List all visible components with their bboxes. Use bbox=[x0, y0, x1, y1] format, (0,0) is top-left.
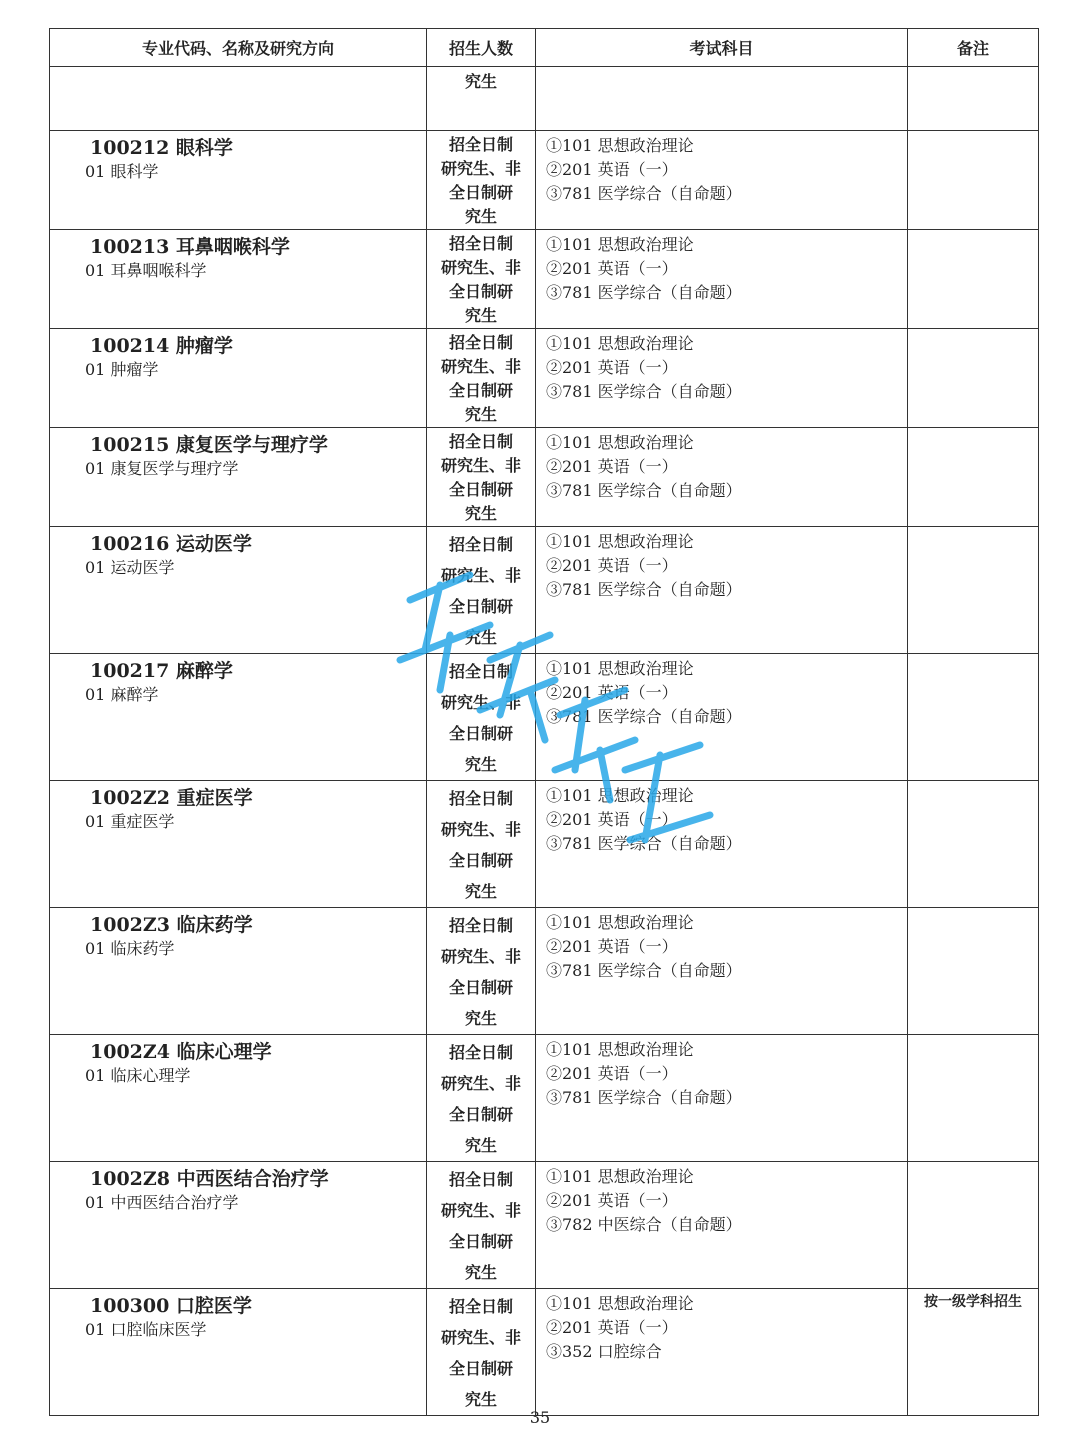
quota-cell bbox=[427, 428, 536, 527]
quota-line: 究生 bbox=[464, 1136, 497, 1155]
exam-subject: ②201 英语（一） bbox=[546, 683, 678, 702]
quota-cell bbox=[427, 329, 536, 428]
table-row bbox=[50, 654, 1039, 781]
quota-cell bbox=[427, 908, 536, 1035]
research-direction: 01 重症医学 bbox=[85, 812, 175, 831]
exam-subject: ②201 英语（一） bbox=[546, 1064, 678, 1083]
exam-cell bbox=[536, 1289, 908, 1416]
research-direction: 01 肿瘤学 bbox=[85, 360, 159, 379]
research-direction: 01 临床心理学 bbox=[85, 1066, 191, 1085]
quota-line: 究生 bbox=[464, 504, 497, 523]
major-code-name: 100215 康复医学与理疗学 bbox=[90, 434, 328, 456]
quota-line: 研究生、非 bbox=[440, 456, 521, 475]
exam-subject: ①101 思想政治理论 bbox=[546, 334, 694, 353]
quota-line: 研究生、非 bbox=[440, 1201, 521, 1220]
table-row bbox=[50, 230, 1039, 329]
major-cell bbox=[50, 781, 427, 908]
note-cell bbox=[908, 230, 1039, 329]
quota-line: 究生 bbox=[464, 882, 497, 901]
quota-line: 研究生、非 bbox=[440, 566, 521, 585]
quota-line: 招全日制 bbox=[448, 234, 513, 253]
exam-subject: ③782 中医综合（自命题） bbox=[546, 1215, 742, 1234]
exam-subject: ①101 思想政治理论 bbox=[546, 1294, 694, 1313]
major-cell bbox=[50, 67, 427, 131]
exam-subject: ③781 医学综合（自命题） bbox=[546, 283, 742, 302]
major-code-name: 1002Z2 重症医学 bbox=[90, 787, 253, 809]
exam-subject: ③781 医学综合（自命题） bbox=[546, 707, 742, 726]
quota-line: 研究生、非 bbox=[440, 1328, 521, 1347]
major-code-name: 100300 口腔医学 bbox=[90, 1295, 252, 1317]
exam-subject: ③781 医学综合（自命题） bbox=[546, 1088, 742, 1107]
exam-cell bbox=[536, 1162, 908, 1289]
quota-line: 全日制研 bbox=[448, 1359, 513, 1378]
exam-cell bbox=[536, 329, 908, 428]
quota-line: 全日制研 bbox=[448, 597, 513, 616]
note-cell bbox=[908, 908, 1039, 1035]
exam-subject: ②201 英语（一） bbox=[546, 1191, 678, 1210]
research-direction: 01 康复医学与理疗学 bbox=[85, 459, 239, 478]
quota-cell bbox=[427, 1035, 536, 1162]
major-cell bbox=[50, 527, 427, 654]
exam-subject: ①101 思想政治理论 bbox=[546, 235, 694, 254]
quota-cell bbox=[427, 67, 536, 131]
quota-line: 究生 bbox=[464, 405, 497, 424]
quota-line: 招全日制 bbox=[448, 432, 513, 451]
admissions-table bbox=[49, 28, 1039, 1416]
exam-subject: ②201 英语（一） bbox=[546, 1318, 678, 1337]
major-cell bbox=[50, 230, 427, 329]
quota-line: 研究生、非 bbox=[440, 159, 521, 178]
major-code-name: 1002Z3 临床药学 bbox=[90, 914, 253, 936]
quota-line: 全日制研 bbox=[448, 1105, 513, 1124]
table-row-continued bbox=[50, 67, 1039, 131]
quota-line: 招全日制 bbox=[448, 333, 513, 352]
exam-subject: ①101 思想政治理论 bbox=[546, 786, 694, 805]
quota-cell bbox=[427, 1289, 536, 1416]
quota-cell bbox=[427, 654, 536, 781]
exam-cell bbox=[536, 67, 908, 131]
major-code-name: 1002Z4 临床心理学 bbox=[90, 1041, 272, 1063]
quota-line: 招全日制 bbox=[448, 1297, 513, 1316]
major-cell bbox=[50, 329, 427, 428]
exam-subject: ②201 英语（一） bbox=[546, 358, 678, 377]
table-row bbox=[50, 428, 1039, 527]
exam-subject: ②201 英语（一） bbox=[546, 810, 678, 829]
quota-line: 究生 bbox=[464, 207, 497, 226]
research-direction: 01 中西医结合治疗学 bbox=[85, 1193, 239, 1212]
exam-cell bbox=[536, 230, 908, 329]
major-cell bbox=[50, 131, 427, 230]
quota-line: 研究生、非 bbox=[440, 693, 521, 712]
page-number: 35 bbox=[529, 1408, 551, 1427]
quota-line: 研究生、非 bbox=[440, 357, 521, 376]
quota-cell bbox=[427, 230, 536, 329]
exam-subject: ③781 医学综合（自命题） bbox=[546, 961, 742, 980]
quota-line: 全日制研 bbox=[448, 1232, 513, 1251]
table-row bbox=[50, 1162, 1039, 1289]
exam-subject: ③781 医学综合（自命题） bbox=[546, 580, 742, 599]
table-header-row bbox=[50, 29, 1039, 67]
exam-cell bbox=[536, 527, 908, 654]
quota-cell bbox=[427, 1162, 536, 1289]
quota-line: 招全日制 bbox=[448, 789, 513, 808]
exam-subject: ②201 英语（一） bbox=[546, 259, 678, 278]
exam-subject: ①101 思想政治理论 bbox=[546, 659, 694, 678]
quota-line: 招全日制 bbox=[448, 135, 513, 154]
exam-subject: ①101 思想政治理论 bbox=[546, 136, 694, 155]
exam-subject: ②201 英语（一） bbox=[546, 937, 678, 956]
quota-line: 究生 bbox=[464, 72, 497, 91]
major-cell bbox=[50, 908, 427, 1035]
note-cell bbox=[908, 654, 1039, 781]
quota-line: 全日制研 bbox=[448, 480, 513, 499]
table-row bbox=[50, 329, 1039, 428]
exam-subject: ①101 思想政治理论 bbox=[546, 433, 694, 452]
quota-line: 招全日制 bbox=[448, 662, 513, 681]
research-direction: 01 临床药学 bbox=[85, 939, 175, 958]
quota-line: 全日制研 bbox=[448, 978, 513, 997]
quota-line: 究生 bbox=[464, 1263, 497, 1282]
header-major: 专业代码、名称及研究方向 bbox=[50, 29, 427, 67]
exam-subject: ③781 医学综合（自命题） bbox=[546, 382, 742, 401]
quota-line: 全日制研 bbox=[448, 381, 513, 400]
table-row bbox=[50, 1289, 1039, 1416]
research-direction: 01 耳鼻咽喉科学 bbox=[85, 261, 207, 280]
exam-subject: ②201 英语（一） bbox=[546, 556, 678, 575]
note-text: 按一级学科招生 bbox=[924, 1294, 1022, 1310]
major-cell bbox=[50, 654, 427, 781]
major-cell bbox=[50, 1035, 427, 1162]
research-direction: 01 运动医学 bbox=[85, 558, 175, 577]
quota-line: 研究生、非 bbox=[440, 820, 521, 839]
quota-cell bbox=[427, 781, 536, 908]
research-direction: 01 眼科学 bbox=[85, 162, 159, 181]
note-cell bbox=[908, 781, 1039, 908]
exam-cell bbox=[536, 1035, 908, 1162]
note-cell bbox=[908, 1162, 1039, 1289]
note-cell bbox=[908, 131, 1039, 230]
quota-line: 全日制研 bbox=[448, 282, 513, 301]
exam-cell bbox=[536, 654, 908, 781]
quota-line: 究生 bbox=[464, 755, 497, 774]
quota-line: 研究生、非 bbox=[440, 1074, 521, 1093]
quota-line: 招全日制 bbox=[448, 535, 513, 554]
exam-subject: ③781 医学综合（自命题） bbox=[546, 481, 742, 500]
exam-subject: ②201 英语（一） bbox=[546, 160, 678, 179]
quota-line: 究生 bbox=[464, 1009, 497, 1028]
exam-subject: ①101 思想政治理论 bbox=[546, 913, 694, 932]
major-code-name: 100213 耳鼻咽喉科学 bbox=[90, 236, 290, 258]
quota-cell bbox=[427, 131, 536, 230]
exam-subject: ②201 英语（一） bbox=[546, 457, 678, 476]
exam-subject: ①101 思想政治理论 bbox=[546, 1167, 694, 1186]
quota-line: 研究生、非 bbox=[440, 947, 521, 966]
exam-subject: ③781 医学综合（自命题） bbox=[546, 184, 742, 203]
note-cell bbox=[908, 67, 1039, 131]
quota-line: 招全日制 bbox=[448, 916, 513, 935]
quota-cell bbox=[427, 527, 536, 654]
major-code-name: 100217 麻醉学 bbox=[90, 660, 233, 682]
note-cell bbox=[908, 1035, 1039, 1162]
major-cell bbox=[50, 1289, 427, 1416]
exam-subject: ①101 思想政治理论 bbox=[546, 532, 694, 551]
quota-line: 全日制研 bbox=[448, 724, 513, 743]
header-exam: 考试科目 bbox=[536, 29, 908, 67]
note-cell bbox=[908, 428, 1039, 527]
note-cell bbox=[908, 329, 1039, 428]
quota-line: 招全日制 bbox=[448, 1043, 513, 1062]
major-code-name: 100214 肿瘤学 bbox=[90, 335, 233, 357]
quota-line: 全日制研 bbox=[448, 183, 513, 202]
research-direction: 01 口腔临床医学 bbox=[85, 1320, 207, 1339]
major-code-name: 100212 眼科学 bbox=[90, 137, 233, 159]
table-row bbox=[50, 131, 1039, 230]
quota-line: 究生 bbox=[464, 1390, 497, 1409]
exam-subject: ③352 口腔综合 bbox=[546, 1342, 662, 1361]
quota-line: 究生 bbox=[464, 628, 497, 647]
quota-line: 研究生、非 bbox=[440, 258, 521, 277]
exam-cell bbox=[536, 908, 908, 1035]
exam-cell bbox=[536, 781, 908, 908]
research-direction: 01 麻醉学 bbox=[85, 685, 159, 704]
quota-line: 究生 bbox=[464, 306, 497, 325]
major-code-name: 100216 运动医学 bbox=[90, 533, 252, 555]
quota-line: 全日制研 bbox=[448, 851, 513, 870]
table-row bbox=[50, 1035, 1039, 1162]
exam-subject: ①101 思想政治理论 bbox=[546, 1040, 694, 1059]
table-row bbox=[50, 527, 1039, 654]
header-quota: 招生人数 bbox=[427, 29, 536, 67]
exam-subject: ③781 医学综合（自命题） bbox=[546, 834, 742, 853]
major-code-name: 1002Z8 中西医结合治疗学 bbox=[90, 1168, 329, 1190]
header-note: 备注 bbox=[908, 29, 1039, 67]
major-cell bbox=[50, 1162, 427, 1289]
exam-cell bbox=[536, 131, 908, 230]
note-cell bbox=[908, 527, 1039, 654]
quota-line: 招全日制 bbox=[448, 1170, 513, 1189]
table-row bbox=[50, 781, 1039, 908]
major-cell bbox=[50, 428, 427, 527]
exam-cell bbox=[536, 428, 908, 527]
note-cell bbox=[908, 1289, 1039, 1416]
table-row bbox=[50, 908, 1039, 1035]
